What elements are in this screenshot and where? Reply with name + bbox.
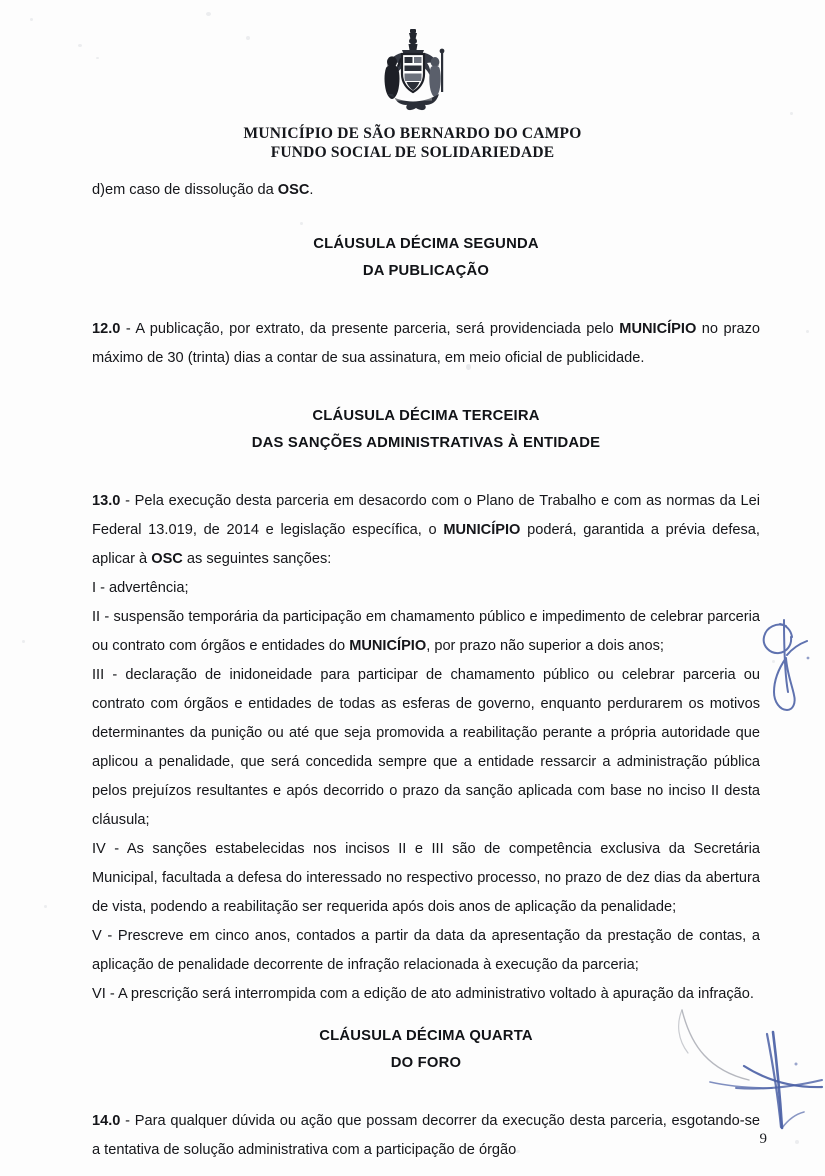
letterhead <box>0 28 825 162</box>
paragraph-item-d <box>92 176 760 205</box>
org-name-line-1: MUNICÍPIO DE SÃO BERNARDO DO CAMPO <box>243 125 582 142</box>
paragraph-12-0-text-b: no prazo máximo de 30 (trinta) dias a contar de sua assinatura, em meio oficial de publicidade. <box>92 321 760 366</box>
paragraph-13-0-text-a: - Pela execução desta parceria em desacordo com o Plano de Trabalho e com as normas da Lei Federal 13.019, de 2014 e legislação específica, o <box>92 493 760 538</box>
paragraph-14-0-text: - Para qualquer dúvida ou ação que possam decorrer da execução desta parceria, esgotando-se a tentativa de solução administrativa com a participação de órgão <box>92 1113 760 1158</box>
sanction-item-vi: VI - A prescrição será interrompida com a edição de ato administrativo voltado à apuração da infração. <box>92 986 754 1002</box>
paragraph-13-0-text-b: poderá, garantida a prévia defesa, aplicar à <box>92 522 760 567</box>
sanction-item-ii-bold: MUNICÍPIO <box>349 638 427 654</box>
document-body <box>92 176 760 1165</box>
paragraph-13-0-bold-municipio: MUNICÍPIO <box>443 522 521 538</box>
paragraph-14-0-number: 14.0 <box>92 1113 121 1129</box>
org-name-line-2: FUNDO SOCIAL DE SOLIDARIEDADE <box>270 144 555 161</box>
clause-12-title: CLÁUSULA DÉCIMA SEGUNDA <box>313 236 539 252</box>
page-number: 9 <box>759 1131 767 1147</box>
clause-14-title: CLÁUSULA DÉCIMA QUARTA <box>319 1028 533 1044</box>
item-d-text-after: . <box>309 182 314 198</box>
sanction-item-ii <box>92 603 760 661</box>
paragraph-13-0-number: 13.0 <box>92 493 121 509</box>
sanction-item-iv: IV - As sanções estabelecidas nos incisos II e III são de competência exclusiva da Secretária Municipal, facultada a defesa do interessado no respectivo processo, no prazo de dez dias da abertura de vista, podendo a reabilitação ser requerida após dois anos de aplicação da penalidade; <box>92 841 760 915</box>
paragraph-13-0 <box>92 487 760 574</box>
clause-12-subtitle: DA PUBLICAÇÃO <box>362 263 490 279</box>
sanction-item-ii-text-a: II - suspensão temporária da participação em chamamento público e impedimento de celebrar parceria ou contrato com órgãos e entidades do <box>92 609 760 654</box>
coat-of-arms-icon <box>375 28 451 114</box>
clause-13-subtitle: DAS SANÇÕES ADMINISTRATIVAS À ENTIDADE <box>251 435 601 451</box>
clause-14-subtitle: DO FORO <box>390 1055 462 1071</box>
sanction-item-v: V - Prescreve em cinco anos, contados a partir da data da apresentação da prestação de contas, a aplicação de penalidade decorrente de infração relacionada à execução da parceria; <box>92 928 760 973</box>
item-d-text: d)em caso de dissolução da <box>92 182 278 198</box>
paragraph-12-0 <box>92 315 760 373</box>
clause-13-title: CLÁUSULA DÉCIMA TERCEIRA <box>312 408 540 424</box>
sanction-item-ii-text-b: , por prazo não superior a dois anos; <box>426 638 664 654</box>
sanction-item-i: I - advertência; <box>92 580 189 596</box>
sanction-item-iii: III - declaração de inidoneidade para participar de chamamento público ou celebrar parceria ou contrato com órgãos e entidades de todas as esferas de governo, enquanto perdurarem os motivos determinantes da punição ou até que seja promovida a reabilitação perante a própria autoridade que aplicou a penalidade, que será concedida sempre que a entidade ressarcir a administração pública pelos prejuízos resultantes e após decorrido o prazo da sanção aplicada com base no inciso II desta cláusula; <box>92 667 760 828</box>
paragraph-13-0-bold-osc: OSC <box>151 551 183 567</box>
paragraph-12-0-text-a: - A publicação, por extrato, da presente parceria, será providenciada pelo <box>120 321 620 337</box>
paragraph-12-0-number: 12.0 <box>92 321 121 337</box>
item-d-bold: OSC <box>277 182 310 198</box>
handwritten-initial-icon <box>756 614 822 718</box>
paragraph-12-0-bold: MUNICÍPIO <box>619 321 697 337</box>
paragraph-13-0-text-c: as seguintes sanções: <box>182 551 332 567</box>
